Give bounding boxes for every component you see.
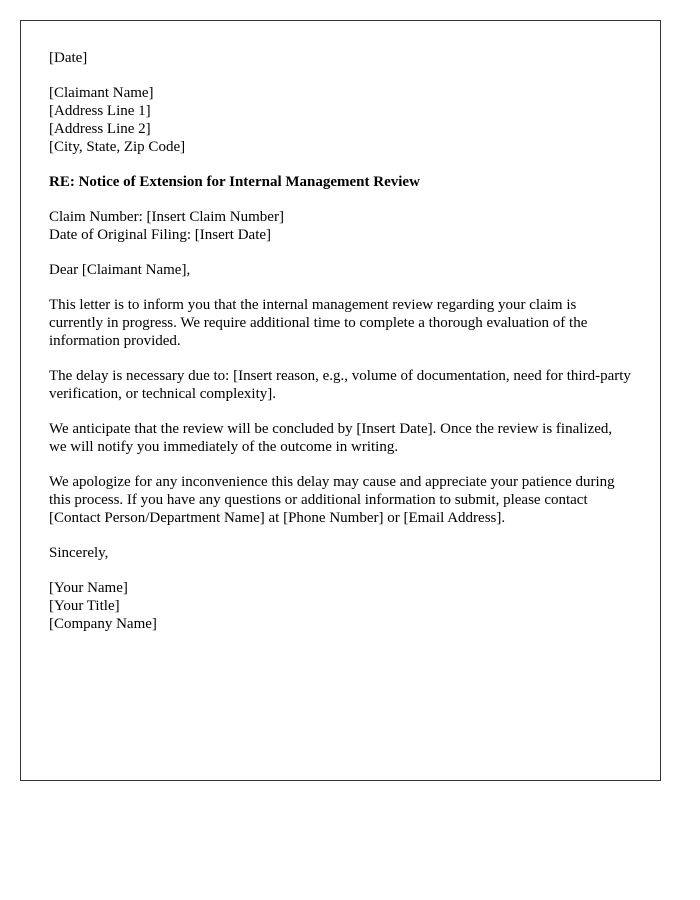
- city-state-zip: [City, State, Zip Code]: [49, 139, 186, 155]
- company-name: [Company Name]: [49, 616, 157, 632]
- letter: [20, 20, 661, 781]
- recipient-name: [Claimant Name]: [49, 85, 154, 101]
- recipient-address: [49, 84, 632, 156]
- body-paragraph: We anticipate that the review will be concluded by [Insert Date]. Once the review is finalized, we will notify you immediately of the outcome in writing.: [49, 421, 613, 455]
- signature-block: [49, 579, 632, 633]
- claim-details: [49, 208, 632, 244]
- body-paragraph: We apologize for any inconvenience this delay may cause and appreciate your patience during this process. If you have any questions or additional information to submit, please contact [Contact Person/Department Name] at [Phone Number] or [Email Address].: [49, 474, 615, 526]
- address-line-1: [Address Line 1]: [49, 103, 151, 119]
- sender-title: [Your Title]: [49, 598, 120, 614]
- closing: Sincerely,: [49, 545, 109, 561]
- date: [Date]: [49, 50, 88, 66]
- claim-number: Claim Number: [Insert Claim Number]: [49, 209, 284, 225]
- filing-date: Date of Original Filing: [Insert Date]: [49, 227, 272, 243]
- sender-name: [Your Name]: [49, 580, 128, 596]
- salutation: Dear [Claimant Name],: [49, 262, 191, 278]
- body-paragraph: The delay is necessary due to: [Insert reason, e.g., volume of documentation, need for third-party verification, or technical complexity].: [49, 368, 631, 402]
- address-line-2: [Address Line 2]: [49, 121, 151, 137]
- body-paragraph: This letter is to inform you that the internal management review regarding your claim is currently in progress. We require additional time to complete a thorough evaluation of the information provided.: [49, 297, 588, 349]
- subject-line: RE: Notice of Extension for Internal Management Review: [49, 174, 420, 190]
